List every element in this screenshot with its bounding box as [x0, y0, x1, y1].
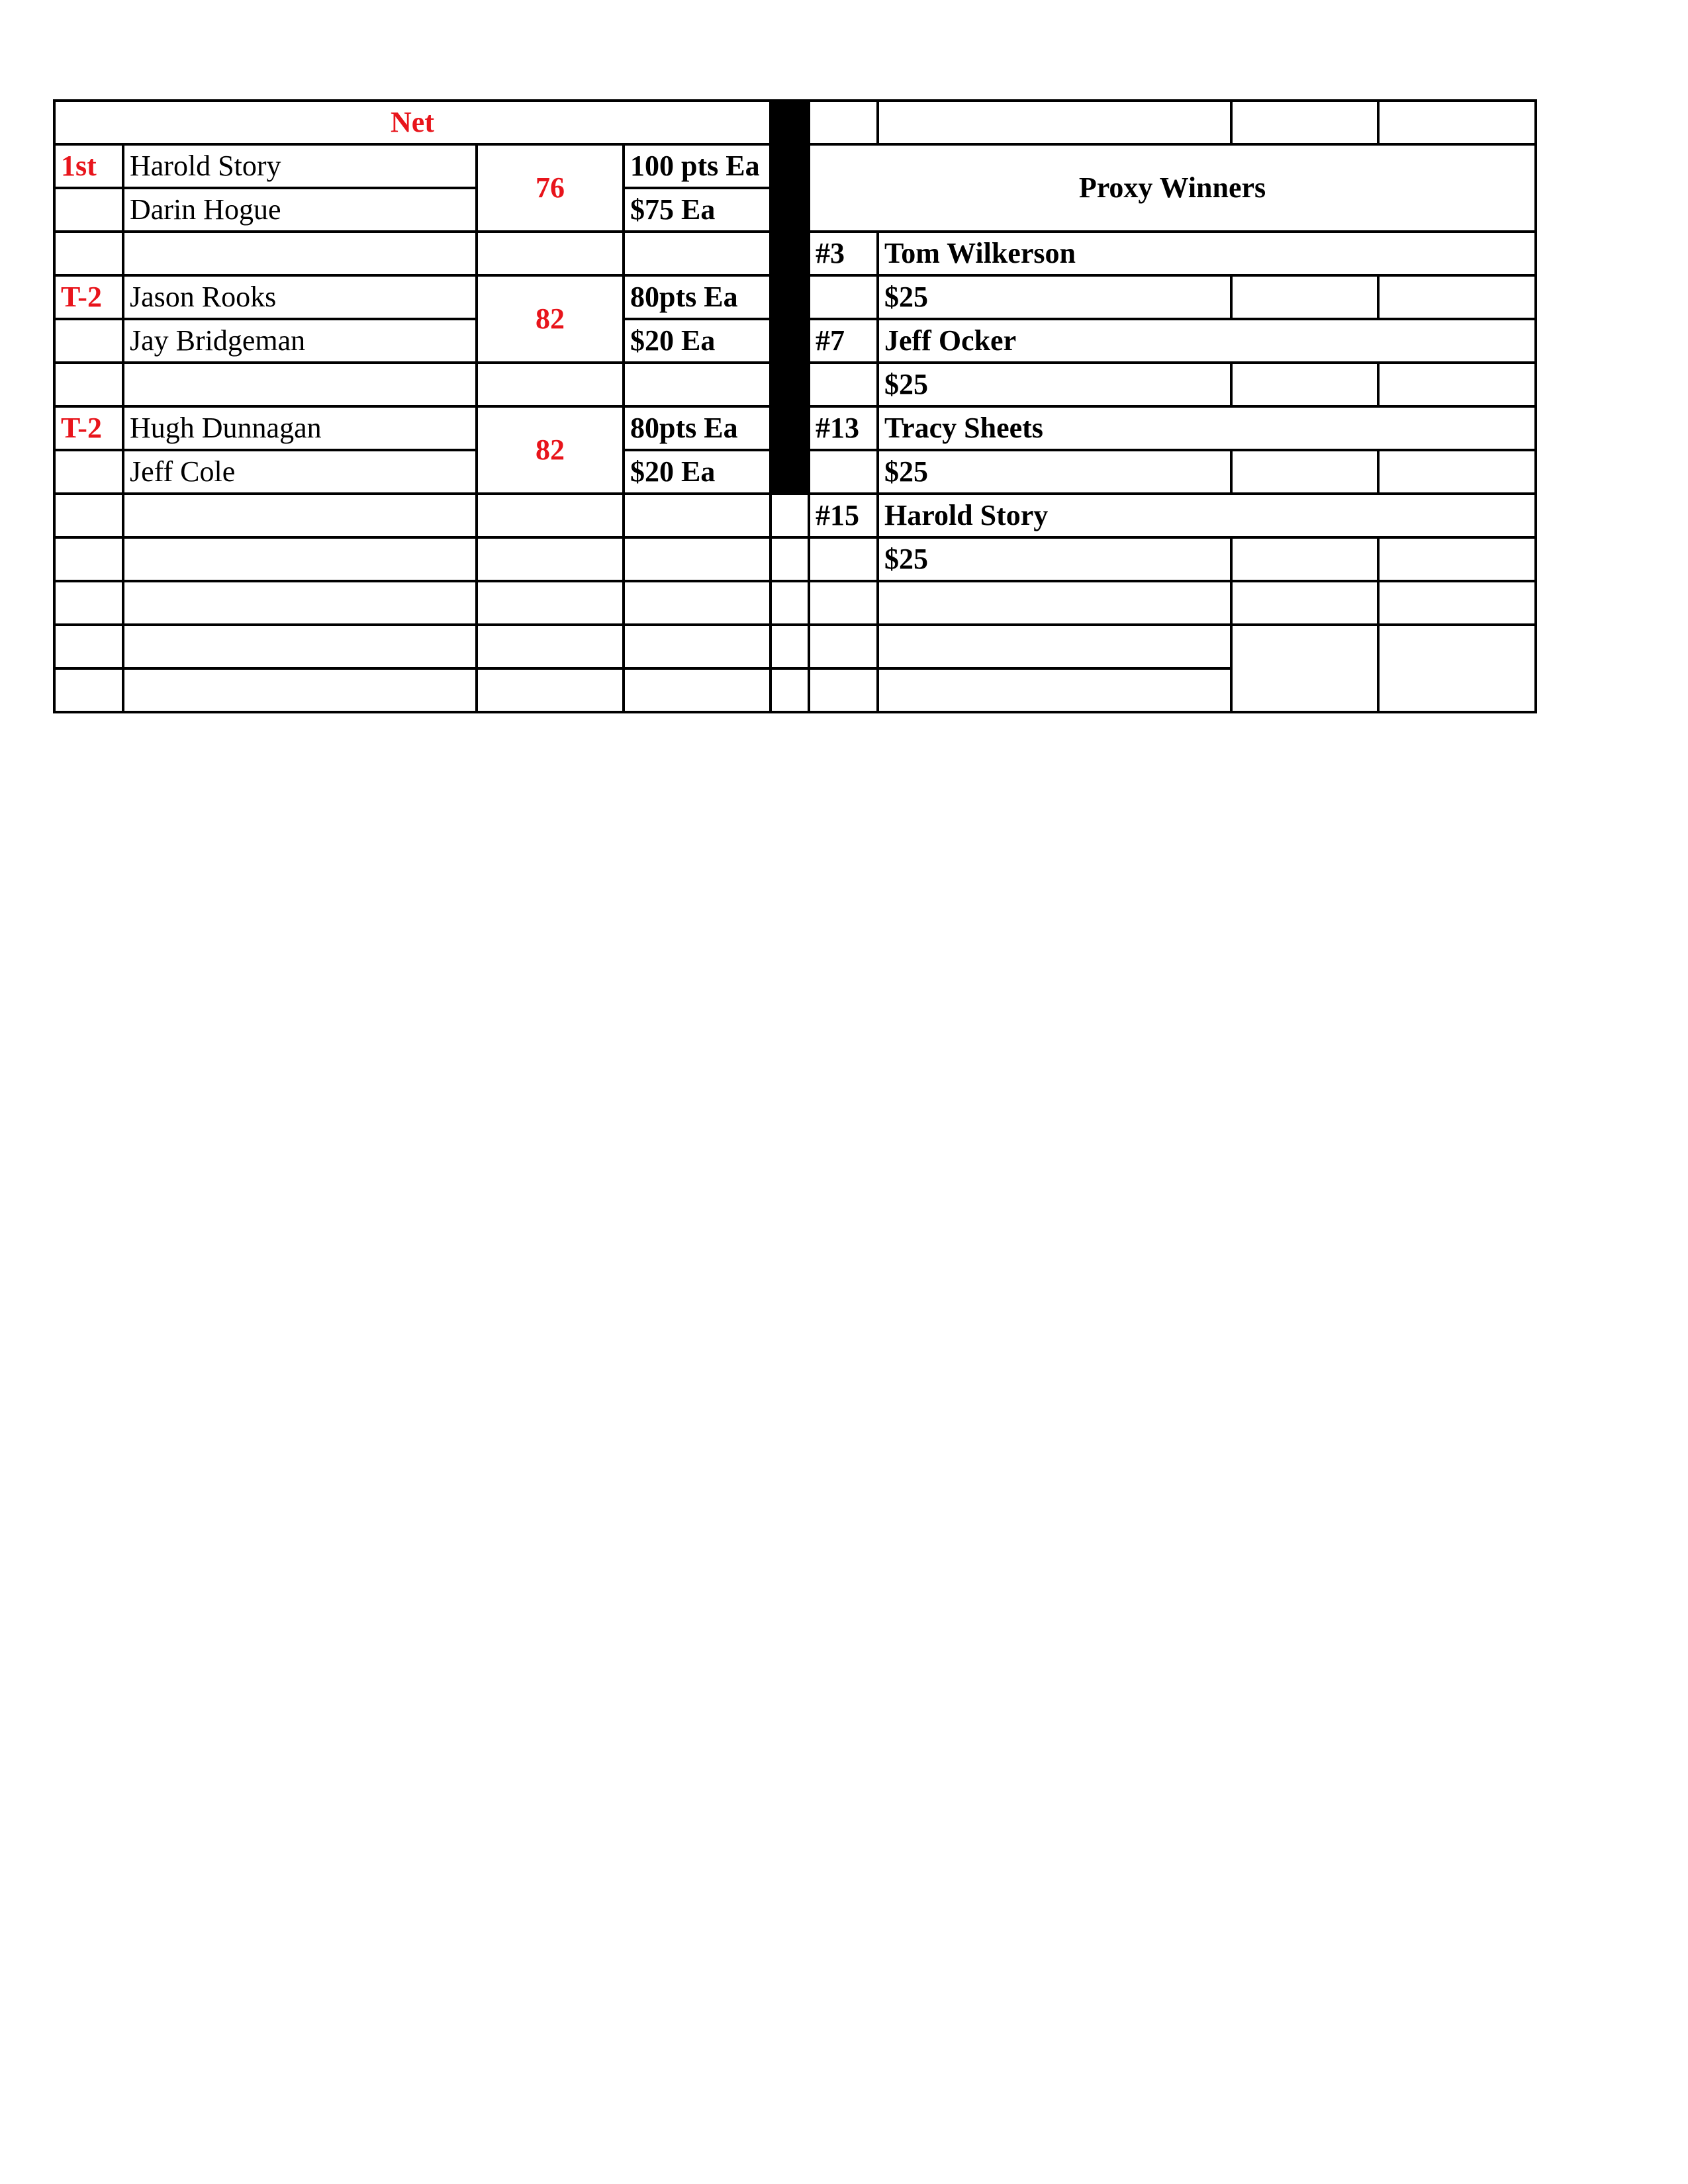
empty-cell [123, 668, 477, 712]
empty-cell [624, 494, 771, 537]
empty-cell [1231, 363, 1378, 406]
empty-cell [878, 581, 1231, 625]
empty-cell [771, 494, 809, 537]
results-sheet [53, 99, 1537, 713]
empty-cell [54, 537, 123, 581]
empty-cell [123, 363, 477, 406]
empty-cell [624, 581, 771, 625]
proxy-hole: #7 [809, 319, 878, 363]
empty-cell [1378, 581, 1536, 625]
empty-cell [477, 581, 624, 625]
empty-cell [1378, 625, 1536, 712]
player-name: Harold Story [123, 144, 477, 188]
empty-cell [1231, 625, 1378, 712]
place-label: 1st [54, 144, 123, 188]
empty-cell [624, 363, 771, 406]
empty-cell [1231, 581, 1378, 625]
empty-cell [54, 494, 123, 537]
empty-cell [809, 275, 878, 319]
empty-cell [123, 494, 477, 537]
empty-cell [123, 232, 477, 275]
proxy-hole: #13 [809, 406, 878, 450]
prize-points: 80pts Ea [624, 275, 771, 319]
empty-cell [809, 537, 878, 581]
player-name: Jeff Cole [123, 450, 477, 494]
empty-cell [54, 188, 123, 232]
proxy-winner-name: Harold Story [878, 494, 1536, 537]
proxy-title: Proxy Winners [809, 144, 1536, 232]
prize-cash: $20 Ea [624, 450, 771, 494]
empty-cell [878, 625, 1231, 668]
prize-cash: $75 Ea [624, 188, 771, 232]
net-row [54, 537, 1536, 581]
net-row [54, 494, 1536, 537]
empty-cell [771, 537, 809, 581]
empty-cell [1378, 275, 1536, 319]
empty-cell [1231, 537, 1378, 581]
proxy-hole: #3 [809, 232, 878, 275]
empty-cell [477, 537, 624, 581]
player-name: Hugh Dunnagan [123, 406, 477, 450]
proxy-winner-name: Tom Wilkerson [878, 232, 1536, 275]
net-header: Net [54, 101, 771, 144]
empty-cell [1378, 363, 1536, 406]
net-score: 82 [477, 406, 624, 494]
place-label: T-2 [54, 275, 123, 319]
empty-cell [54, 319, 123, 363]
prize-cash: $20 Ea [624, 319, 771, 363]
empty-cell [809, 581, 878, 625]
player-name: Darin Hogue [123, 188, 477, 232]
proxy-prize: $25 [878, 450, 1231, 494]
empty-cell [123, 581, 477, 625]
empty-cell [477, 625, 624, 668]
empty-cell [624, 537, 771, 581]
proxy-prize: $25 [878, 275, 1231, 319]
empty-cell [878, 668, 1231, 712]
proxy-hole: #15 [809, 494, 878, 537]
empty-cell [809, 363, 878, 406]
empty-cell [54, 232, 123, 275]
empty-cell [809, 101, 878, 144]
empty-cell [54, 450, 123, 494]
empty-cell [477, 494, 624, 537]
empty-cell [771, 625, 809, 668]
empty-cell [771, 581, 809, 625]
net-score: 76 [477, 144, 624, 232]
proxy-prize: $25 [878, 363, 1231, 406]
proxy-winner-name: Jeff Ocker [878, 319, 1536, 363]
net-score: 82 [477, 275, 624, 363]
place-label: T-2 [54, 406, 123, 450]
empty-cell [624, 232, 771, 275]
prize-points: 80pts Ea [624, 406, 771, 450]
empty-cell [809, 668, 878, 712]
column-separator [771, 101, 809, 494]
empty-cell [54, 625, 123, 668]
empty-cell [1231, 101, 1378, 144]
empty-cell [624, 625, 771, 668]
proxy-winner-name: Tracy Sheets [878, 406, 1536, 450]
empty-cell [878, 101, 1231, 144]
empty-cell [477, 232, 624, 275]
proxy-prize: $25 [878, 537, 1231, 581]
player-name: Jason Rooks [123, 275, 477, 319]
header-row [54, 101, 1536, 144]
net-row [54, 581, 1536, 625]
empty-cell [1378, 537, 1536, 581]
empty-cell [1231, 275, 1378, 319]
empty-cell [771, 668, 809, 712]
empty-cell [54, 581, 123, 625]
empty-cell [477, 668, 624, 712]
empty-cell [123, 625, 477, 668]
empty-cell [1231, 450, 1378, 494]
empty-cell [624, 668, 771, 712]
empty-cell [809, 450, 878, 494]
empty-cell [123, 537, 477, 581]
empty-cell [54, 363, 123, 406]
empty-cell [809, 625, 878, 668]
empty-cell [1378, 101, 1536, 144]
player-name: Jay Bridgeman [123, 319, 477, 363]
empty-cell [54, 668, 123, 712]
empty-cell [1378, 450, 1536, 494]
prize-points: 100 pts Ea [624, 144, 771, 188]
net-row [54, 625, 1536, 668]
empty-cell [477, 363, 624, 406]
